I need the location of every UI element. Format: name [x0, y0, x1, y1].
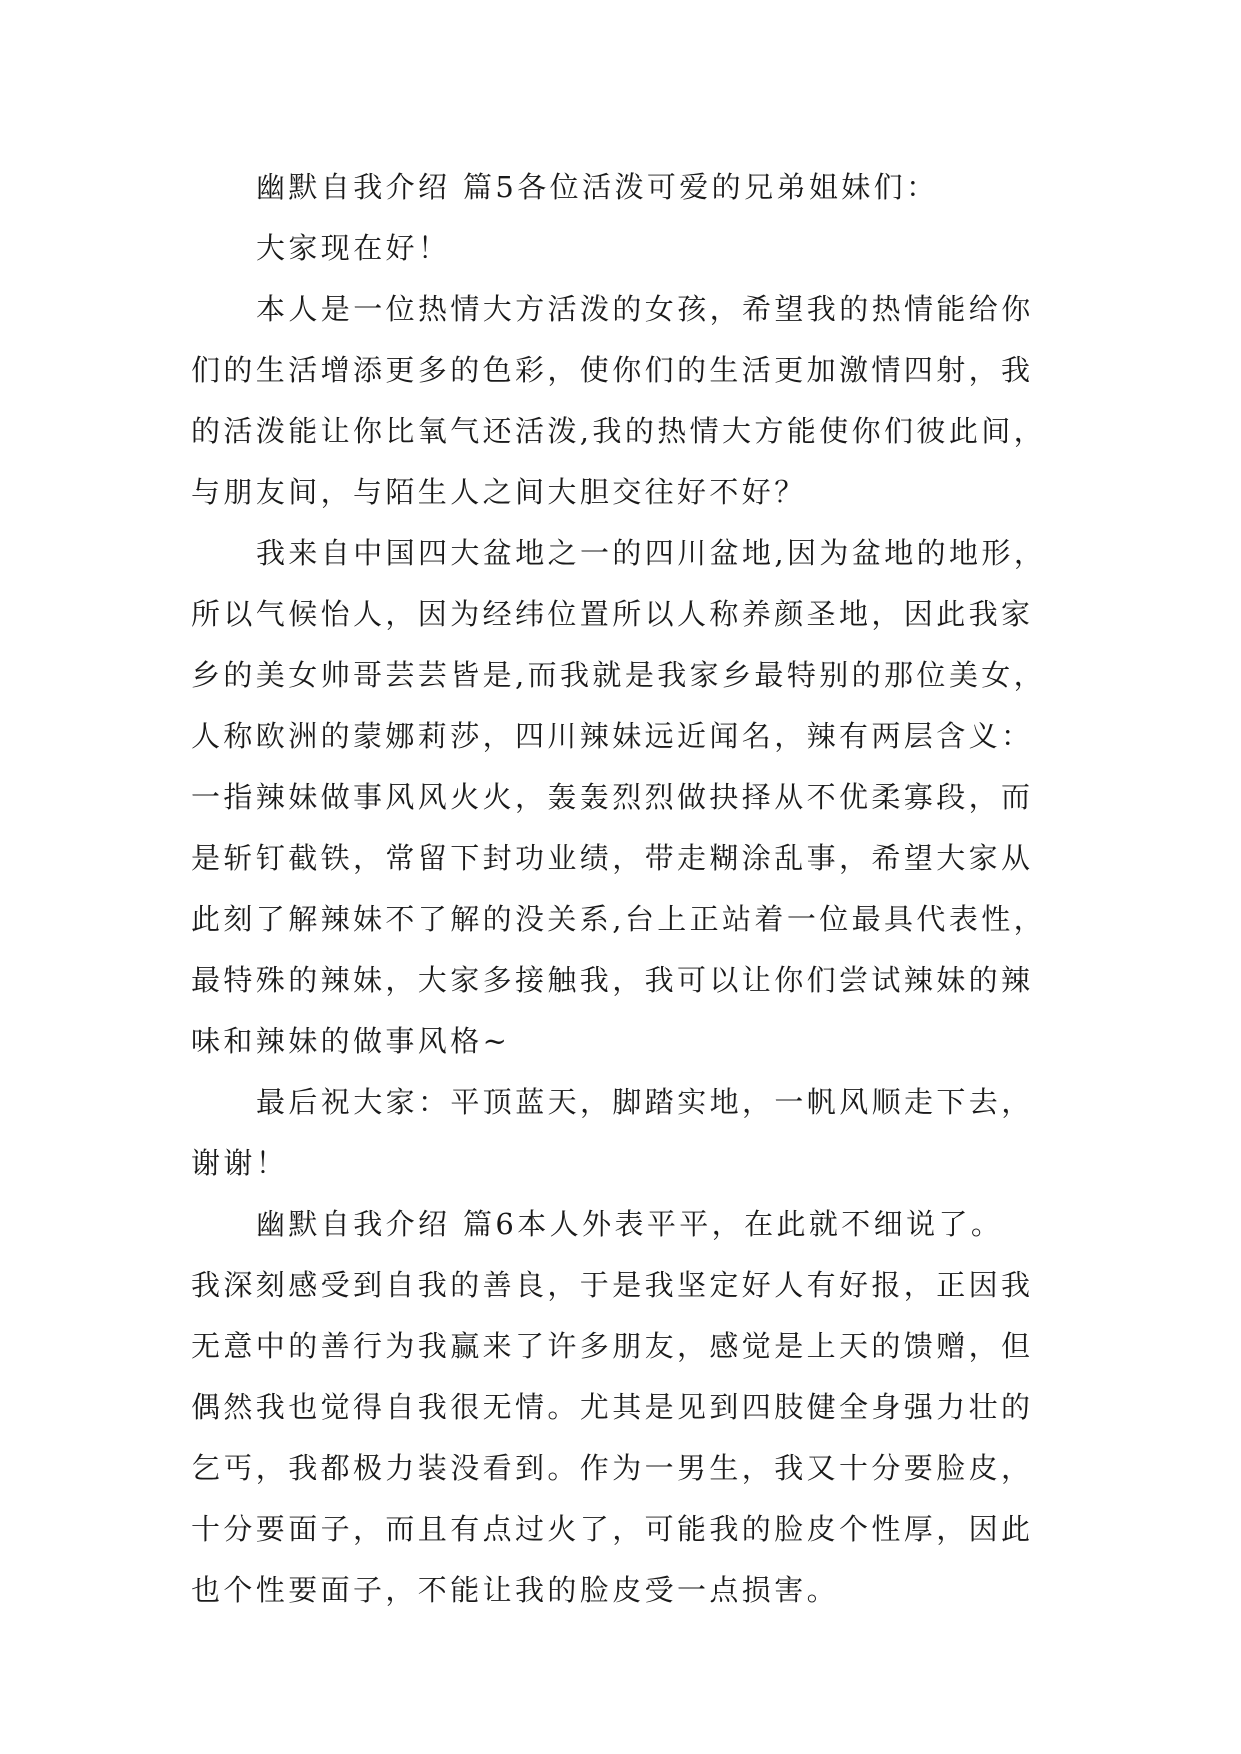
paragraph-line: 人称欧洲的蒙娜莉莎，四川辣妹远近闻名，辣有两层含义：: [191, 719, 1034, 753]
paragraph-line: 所以气候怡人，因为经纬位置所以人称养颜圣地，因此我家: [191, 597, 1034, 631]
paragraph-line: 谢谢！: [191, 1146, 289, 1180]
paragraph-line: 偶然我也觉得自我很无情。尤其是见到四肢健全身强力壮的: [191, 1390, 1034, 1424]
paragraph-line: 的活泼能让你比氧气还活泼,我的热情大方能使你们彼此间，: [191, 414, 1047, 448]
paragraph-line: 十分要面子，而且有点过火了，可能我的脸皮个性厚，因此: [191, 1512, 1034, 1546]
paragraph-line: 最特殊的辣妹，大家多接触我，我可以让你们尝试辣妹的辣: [191, 963, 1034, 997]
paragraph-line: 我深刻感受到自我的善良，于是我坚定好人有好报，正因我: [191, 1268, 1034, 1302]
paragraph-line: 我来自中国四大盆地之一的四川盆地,因为盆地的地形，: [256, 536, 1047, 570]
paragraph-line: 们的生活增添更多的色彩，使你们的生活更加激情四射，我: [191, 353, 1034, 387]
paragraph-line: 味和辣妹的做事风格~: [191, 1024, 511, 1058]
heading-section-5: 幽默自我介绍 篇5各位活泼可爱的兄弟姐妹们：: [256, 170, 939, 204]
heading-section-6: 幽默自我介绍 篇6本人外表平平，在此就不细说了。: [256, 1207, 1004, 1241]
paragraph-line: 与朋友间，与陌生人之间大胆交往好不好？: [191, 475, 807, 509]
paragraph-line: 也个性要面子，不能让我的脸皮受一点损害。: [191, 1573, 840, 1607]
paragraph-line: 最后祝大家：平顶蓝天，脚踏实地，一帆风顺走下去，: [256, 1085, 1034, 1119]
paragraph-line: 乡的美女帅哥芸芸皆是,而我就是我家乡最特别的那位美女，: [191, 658, 1047, 692]
paragraph-line: 是斩钉截铁，常留下封功业绩，带走糊涂乱事，希望大家从: [191, 841, 1034, 875]
paragraph-line: 本人是一位热情大方活泼的女孩，希望我的热情能给你: [256, 292, 1034, 326]
greeting-line: 大家现在好！: [256, 231, 451, 265]
paragraph-line: 一指辣妹做事风风火火，轰轰烈烈做抉择从不优柔寡段，而: [191, 780, 1034, 814]
paragraph-line: 乞丐，我都极力装没看到。作为一男生，我又十分要脸皮，: [191, 1451, 1034, 1485]
paragraph-line: 此刻了解辣妹不了解的没关系,台上正站着一位最具代表性，: [191, 902, 1047, 936]
paragraph-line: 无意中的善行为我赢来了许多朋友，感觉是上天的馈赠，但: [191, 1329, 1034, 1363]
